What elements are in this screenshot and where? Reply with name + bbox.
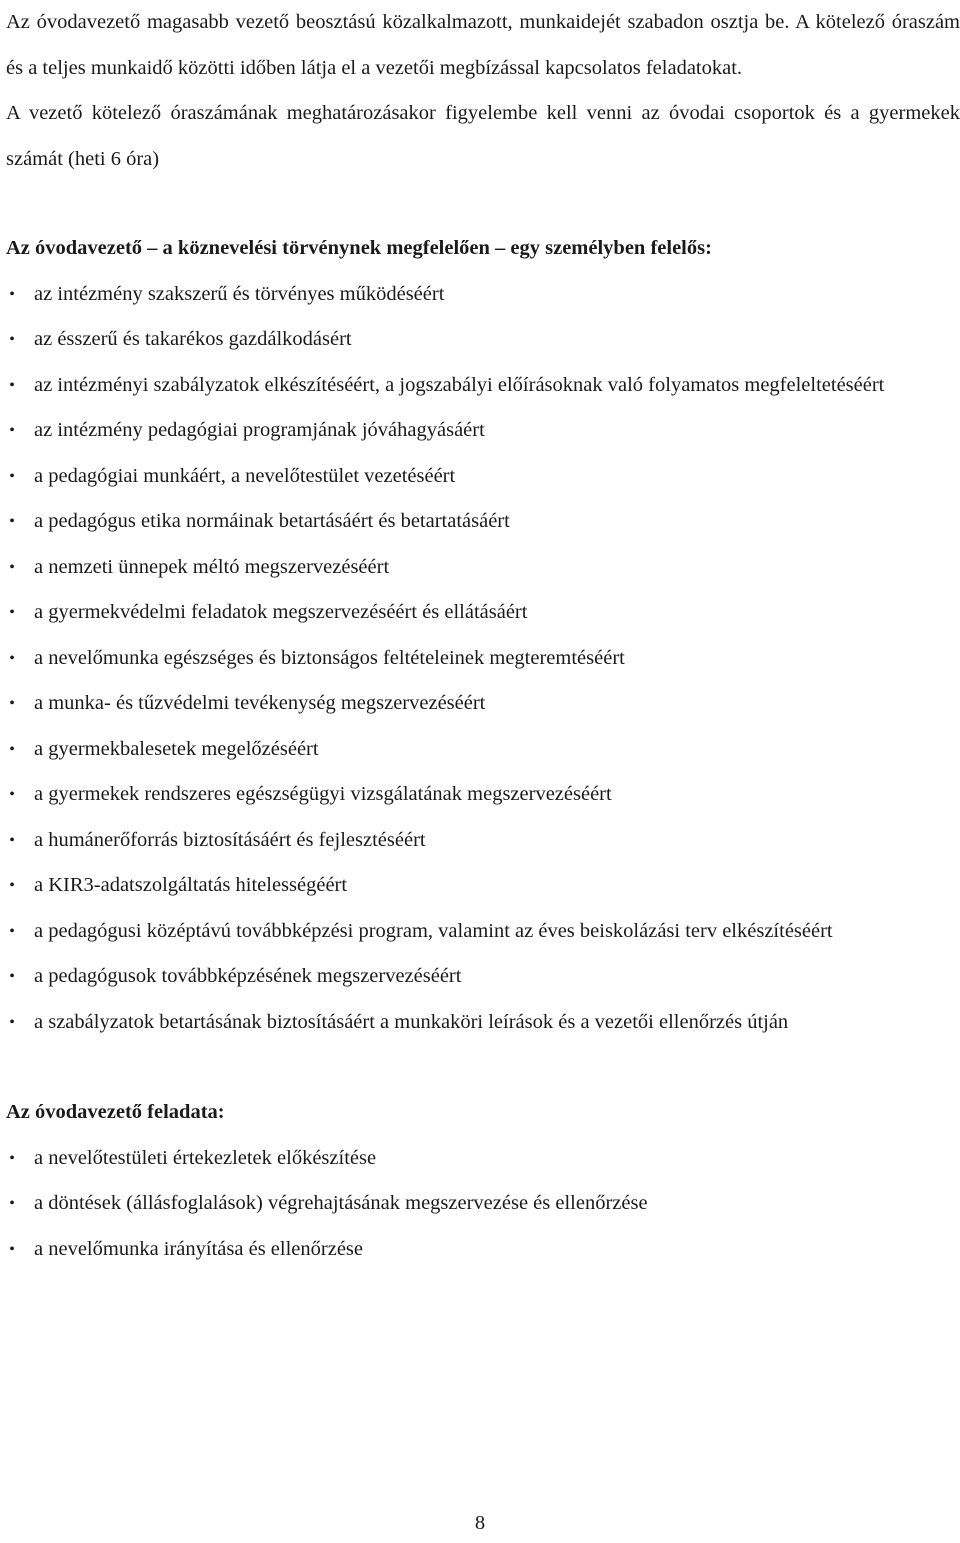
page-content — [6, 0, 960, 1272]
list-item-text: a nevelőmunka irányítása és ellenőrzése — [34, 1237, 363, 1260]
list-item — [6, 681, 960, 727]
list-item-text: a pedagógusok továbbképzésének megszervezéséért — [34, 965, 462, 987]
list-item — [6, 363, 960, 409]
list-item — [6, 408, 960, 454]
bullet-icon: • — [9, 467, 15, 485]
bullet-icon: • — [9, 1240, 15, 1258]
page-number: 8 — [474, 1512, 486, 1534]
list-item — [6, 1136, 960, 1182]
spacer — [6, 182, 960, 226]
bullet-icon: • — [9, 649, 15, 667]
bullet-icon: • — [9, 1149, 15, 1167]
list-item-text: a gyermekbalesetek megelőzéséért — [34, 737, 319, 760]
list-item-text: a pedagógus etika normáinak betartásáért és betartatásáért — [34, 510, 510, 532]
list-item-text: a munka- és tűzvédelmi tevékenység megszervezéséért — [34, 692, 486, 714]
bullet-icon: • — [9, 786, 15, 803]
bullet-icon: • — [9, 558, 15, 576]
bullet-icon: • — [9, 376, 15, 394]
bullet-icon: • — [9, 604, 15, 621]
list-item-text: a pedagógusi középtávú továbbképzési program, valamint az éves beiskolázási terv elkészítéséért — [34, 919, 833, 942]
list-item — [6, 317, 960, 363]
intro-paragraph: Az óvodavezető magasabb vezető beosztású közalkalmazott, munkaidejét szabadon osztja be. A kötelező óraszám és a teljes munkaidő közötti időben látja el a vezetői megbízással kapcsolatos feladatokat. — [6, 11, 960, 79]
bullet-icon: • — [9, 285, 15, 303]
list-item-text: az intézmény pedagógiai programjának jóváhagyásáért — [34, 419, 485, 441]
bullet-icon: • — [9, 331, 15, 348]
list-item — [6, 772, 960, 818]
list-item — [6, 863, 960, 909]
list-item-text: a nevelőmunka egészséges és biztonságos feltételeinek megteremtéséért — [34, 646, 625, 669]
list-item-text: a nemzeti ünnepek méltó megszervezéséért — [34, 555, 390, 578]
list-item-text: az intézményi szabályzatok elkészítéséért, a jogszabályi előírásoknak való folyamatos megfeleltetéséért — [34, 373, 885, 396]
bullet-icon: • — [9, 695, 15, 712]
bullet-icon: • — [9, 877, 15, 894]
list-item — [6, 1000, 960, 1046]
spacer — [6, 1045, 960, 1090]
list-item — [6, 272, 960, 318]
list-item-text: a gyermekek rendszeres egészségügyi vizsgálatának megszervezéséért — [34, 783, 612, 805]
list-item-text: a nevelőtestületi értekezletek előkészítése — [34, 1146, 377, 1169]
list-item — [6, 499, 960, 545]
responsibilities-list — [6, 272, 960, 1046]
bullet-icon: • — [9, 740, 15, 758]
list-item-text: az ésszerű és takarékos gazdálkodásért — [34, 328, 352, 350]
bullet-icon: • — [9, 1195, 15, 1212]
list-item — [6, 727, 960, 773]
list-item — [6, 954, 960, 1000]
list-item — [6, 1227, 960, 1273]
responsibilities-heading: Az óvodavezető – a köznevelési törvénynek megfelelően – egy személyben felelős: — [6, 237, 712, 259]
list-item-text: a döntések (állásfoglalások) végrehajtásának megszervezése és ellenőrzése — [34, 1192, 648, 1214]
bullet-icon: • — [9, 1013, 15, 1031]
list-item — [6, 454, 960, 500]
bullet-icon: • — [9, 422, 15, 439]
list-item-text: a szabályzatok betartásának biztosításáért a munkaköri leírások és a vezetői ellenőrzés útján — [34, 1010, 789, 1033]
bullet-icon: • — [9, 922, 15, 940]
list-item — [6, 818, 960, 864]
duties-list — [6, 1136, 960, 1273]
list-item — [6, 590, 960, 636]
list-item-text: a humánerőforrás biztosításáért és fejlesztéséért — [34, 828, 426, 851]
list-item — [6, 545, 960, 591]
list-item-text: a KIR3-adatszolgáltatás hitelességéért — [34, 874, 348, 896]
list-item — [6, 1181, 960, 1227]
intro-paragraph: A vezető kötelező óraszámának meghatározásakor figyelembe kell venni az óvodai csoportok és a gyermekek számát (heti 6 óra) — [6, 102, 960, 170]
list-item — [6, 636, 960, 682]
list-item-text: a pedagógiai munkáért, a nevelőtestület vezetéséért — [34, 464, 456, 487]
list-item-text: a gyermekvédelmi feladatok megszervezéséért és ellátásáért — [34, 601, 528, 623]
bullet-icon: • — [9, 513, 15, 530]
list-item-text: az intézmény szakszerű és törvényes működéséért — [34, 282, 445, 305]
bullet-icon: • — [9, 831, 15, 849]
duties-heading: Az óvodavezető feladata: — [6, 1101, 225, 1123]
list-item — [6, 909, 960, 955]
bullet-icon: • — [9, 968, 15, 985]
